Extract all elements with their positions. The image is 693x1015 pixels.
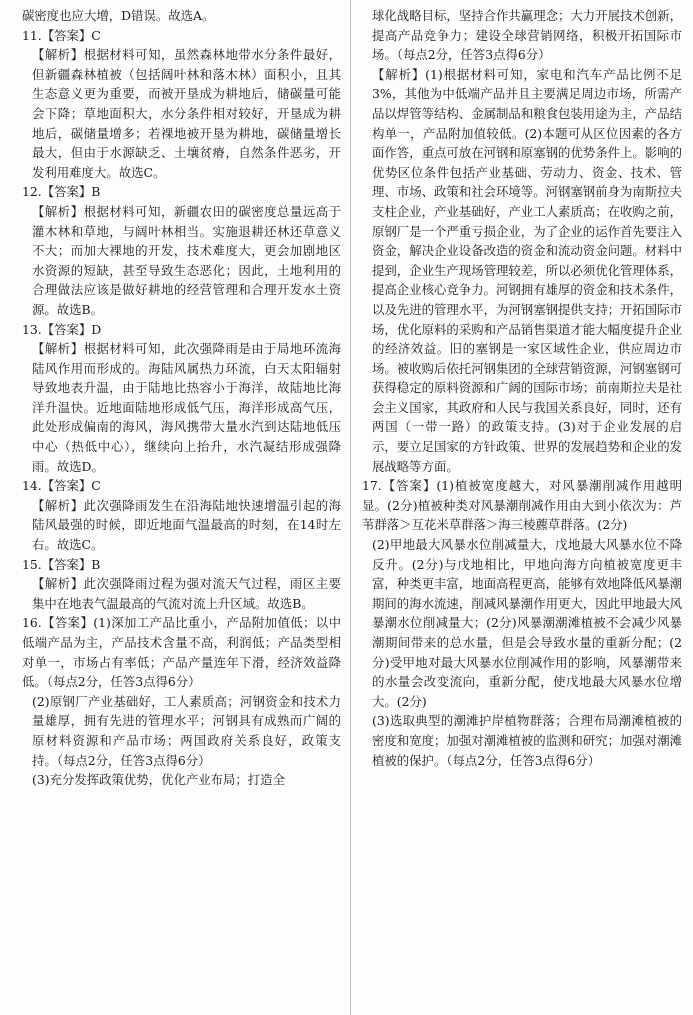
q16-answer: 16.【答案】(1)深加工产品比重小，产品附加值低；以中低端产品为主，产品技术含量不高，利润低；产品类型相对单一，市场占有率低；产品产量连年下滑，经济效益降低。（每点2分，任答3点得6分） [22,615,341,690]
q15-answer: 15.【答案】B [22,556,101,572]
q11-answer: 11.【答案】C [22,27,101,43]
left-column [22,6,341,790]
right-column [362,6,682,770]
intro-text: 碳密度也应大增，D错误。故选A。 [22,8,215,23]
q13-answer: 13.【答案】D [22,321,102,337]
q17-part3: (3)选取典型的潮滩护岸植物群落；合理布局潮滩植被的密度和宽度；加强对潮滩植被的监测和研究；加强对潮滩植被的保护。（每点2分，任答3点得6分） [372,713,682,768]
q14-answer: 14.【答案】C [22,478,101,494]
q17-answer: 17.【答案】(1)植被宽度越大，对风暴潮削减作用越明显。(2分)植被种类对风暴潮削减作用由大到小依次为：芦苇群落＞互花米草群落＞海三棱藨草群落。(2分) [362,478,682,533]
q17-part2: (2)甲地最大风暴水位削减量大，戊地最大风暴水位不降反升。(2分)与戊地相比，甲地向海方向植被宽度更丰富，种类更丰富，地面高程更高，能够有效地降低风暴潮期间的海水流速，削减风暴潮作用更大，因此甲地最大风暴潮水位削减量大；(2分)风暴潮潮滩植被不会减少风暴潮期间带来的总水量，但是会导致水量的重新分配；(2分)受甲地对最大风暴水位削减作用的影响，风暴潮带来的水量会改变流向，重新分配，使戊地最大风暴水位增大。(2分) [372,537,682,709]
q14-analysis: 【解析】此次强降雨发生在沿海陆地快速增温引起的海陆风最强的时候，即近地面气温最高的时刻，在14时左右。故选C。 [32,497,341,553]
q13-analysis: 【解析】根据材料可知，此次强降雨是由于局地环流海陆风作用而形成的。海陆风属热力环流，白天太阳辐射导致地表升温，由于陆地比热容小于海洋，故陆地比海洋升温快。近地面陆地形成低气压，海洋形成高气压，此处形成偏南的海风，海风携带大量水汽到达陆地低压中心（热低中心），继续向上抬升，水汽凝结形成强降雨。故选D。 [32,341,341,474]
q15-analysis: 【解析】此次强降雨过程为强对流天气过程，雨区主要集中在地表气温最高的气流对流上升区域。故选B。 [32,576,341,611]
q16-part2: (2)原钢厂产业基础好，工人素质高；河钢资金和技术力量雄厚，拥有先进的管理水平；河钢具有成熟而广阔的原材料资源和产品市场；两国政府关系良好，政策支持。（每点2分，任答3点得6分） [32,693,341,768]
q16-analysis: 【解析】(1)根据材料可知，家电和汽车产品比例不足3%，其他为中低端产品并且主要满足周边市场，所需产品以焊管等结构、金属制品和粮食包装用途为主，产品结构单一，产品附加值较低。(2)本题可从区位因素的各方面作答，重点可放在河钢和原塞钢的优势条件上。影响的优势区位条件包括产业基础、劳动力、资金、技术、管理、市场、政策和社会环境等。河钢塞钢前身为南斯拉夫支柱企业，产业基础好，产业工人素质高；在收购之前，原钢厂是一个严重亏损企业，为了企业的运作首先要注入资金，解决企业设备改造的资金和流动资金问题。材料中提到，企业生产现场管理较差，所以必须优化管理体系，提高企业核心竞争力。河钢拥有雄厚的资金和技术条件，以及先进的管理水平，为河钢塞钢提供支持；开拓国际市场，优化原料的采购和产品销售渠道才能大幅度提升企业的经济效益。旧的塞钢是一家区域性企业，供应周边市场。被收购后依托河钢集团的全球营销资源，河钢塞钢可获得稳定的原料资源和广阔的国际市场；前南斯拉夫是社会主义国家，其政府和人民与我国关系良好，同时，还有两国（一带一路）的政策支持。(3)对于企业发展的启示，要立足国家的方针政策、世界的发展趋势和企业的发展战略等方面。 [372,66,682,474]
q16-part3-continued: 球化战略目标，坚持合作共赢理念；大力开展技术创新，提高产品竞争力；建设全球营销网络，积极开拓国际市场。（每点2分，任答3点得6分） [372,8,682,63]
q11-analysis: 【解析】根据材料可知，虽然森林地带水分条件最好，但新疆森林植被（包括阔叶林和落木林）面积小，且其生态意义更为重要，而被开垦成为耕地后，储碳量可能会下降；草地面积大，水分条件相对较好，开垦成为耕地后，碳储量增多；若裸地被开垦为耕地，碳储量增长最大，但由于水源缺乏、土壤贫瘠，自然条件恶劣，开发利用难度大。故选C。 [32,47,341,180]
q16-part3: (3)充分发挥政策优势，优化产业布局；打造全 [32,772,285,788]
q12-analysis: 【解析】根据材料可知，新疆农田的碳密度总量远高于灌木林和草地，与阔叶林相当。实施退耕还林还草意义不大；而加大裸地的开发，技术难度大，更会加剧地区水资源的短缺，甚至导致生态恶化；因此，土地利用的合理做法应该是做好耕地的经营管理和合理开发水土资源。故选B。 [32,203,341,317]
q12-answer: 12.【答案】B [22,184,101,200]
column-divider [350,0,351,1015]
